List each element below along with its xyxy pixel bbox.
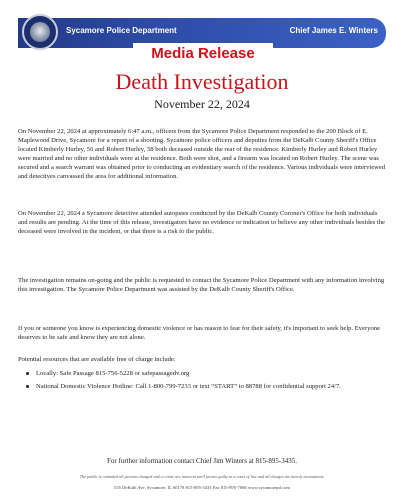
resource-text: Locally: Safe Passage 815-756-5228 or safepassagedv.org <box>36 370 190 377</box>
disclaimer-text: The public is reminded all persons charged with a crime are innocent until proven guilty in a court of law and all charges are merely accusations. <box>79 474 325 479</box>
release-title: Death Investigation <box>115 69 289 94</box>
resources-list <box>24 369 386 395</box>
release-date: November 22, 2024 <box>154 97 250 111</box>
bullet-icon <box>26 385 29 388</box>
paragraph-ongoing: The investigation remains on-going and the public is requested to contact the Sycamore Police Department with any information involving this investigation. The Sycamore Police Department was assisted by the DeKalb County Sheriff's Office. <box>18 277 385 293</box>
bullet-icon <box>26 372 29 375</box>
paragraph-resources-intro: Potential resources that are available free of charge include: <box>18 356 176 363</box>
badge-star-icon <box>30 22 50 42</box>
list-item <box>24 369 386 378</box>
department-name: Sycamore Police Department <box>66 26 177 35</box>
list-item <box>24 382 386 391</box>
contact-line: For further information contact Chief Jim Winters at 815-895-3435. <box>107 457 297 465</box>
police-badge-icon <box>22 14 58 50</box>
media-release-box <box>133 43 273 62</box>
footer-address: 535 DeKalb Ave. Sycamore, IL 60178 815-895-3435 Fax 815-895-7066 www.sycamorepd.com <box>114 485 290 490</box>
paragraph-autopsy: On November 22, 2024 a Sycamore detective attended autopsies conducted by the DeKalb County Coroner's Office for both individuals and results are pending. At the time of this release, investigators have no evidence or indication to believe any other individuals besides the deceased were involved in the incident, or that there is a risk to the public. <box>18 210 385 235</box>
media-release-label: Media Release <box>151 45 255 62</box>
paragraph-incident: On November 22, 2024 at approximately 6:47 a.m., officers from the Sycamore Police Department responded to the 200 Block of E. Maplewood Drive, Sycamore for a report of a shooting. Sycamore police officers and deputies from the DeKalb County Sheriff's Office located Kimberly Hurley, 56 and Robert Hurley, 58 both deceased outside the rear of the residence. Kimberly Hurley and Robert Hurley were married and no other individuals were at the residence. Both were shot, and a firearm was located on Robert Hurley. The scene was secured and a search warrant was obtained prior to conducting an evidentiary search of the residence. Various individuals were interviewed and detectives canvassed the area for additional information. <box>18 128 386 180</box>
chief-name: Chief James E. Winters <box>289 26 378 35</box>
paragraph-domestic-violence: If you or someone you know is experiencing domestic violence or has reason to fear for their safety, it's important to seek help. Everyone deserves to be safe and know they are not alone. <box>18 325 381 341</box>
resource-text: National Domestic Violence Hotline: Call 1-800-799-7233 or text “START” to 88788 for confidential support 24/7. <box>36 383 341 390</box>
